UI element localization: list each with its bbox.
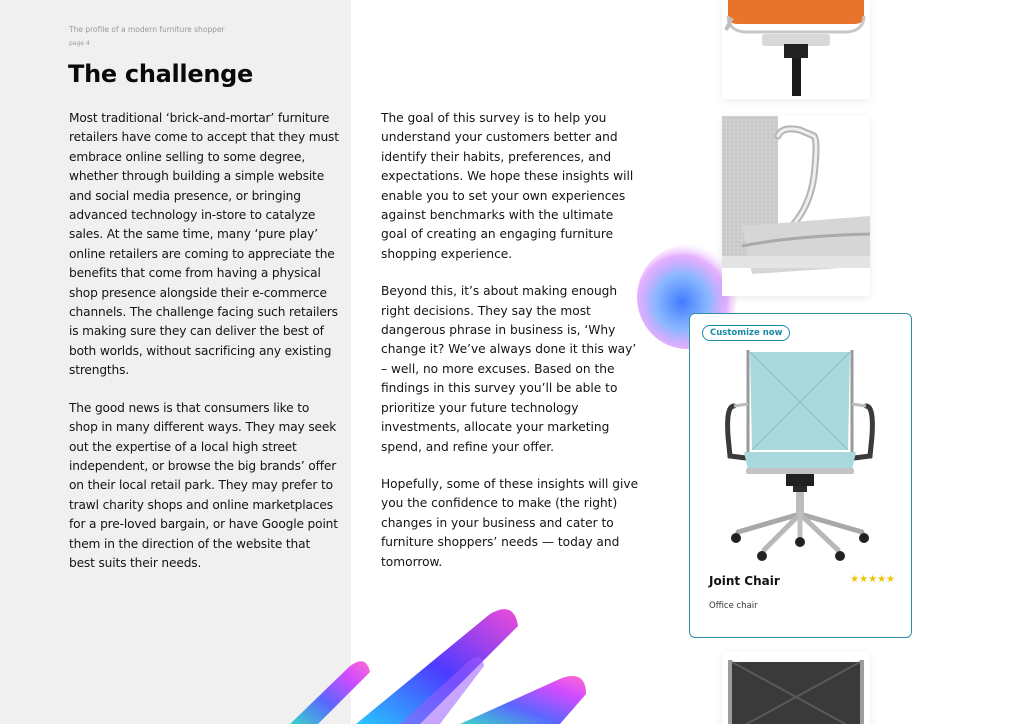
page-number: page 4 <box>69 40 90 47</box>
product-card[interactable] <box>689 313 912 638</box>
chair-photo-grey <box>722 116 870 296</box>
product-name: Joint Chair <box>709 574 780 588</box>
customize-now-button[interactable]: Customize now <box>702 325 790 341</box>
paragraph: Most traditional ‘brick-and-mortar’ furniture retailers have come to accept that they must embrace online selling to some degree, whether through building a simple website and social media presence, or bringing advanced technology in-store to catalyze sales. At the same time, many ‘pure play’ online retailers are coming to appreciate the benefits that come from having a physical shop presence alongside their e-commerce channels. The challenge facing such retailers is making sure they can deliver the best of both worlds, without sacrificing any existing strengths. <box>69 111 339 378</box>
chair-image-grey-mesh <box>722 116 870 296</box>
paragraph: Hopefully, some of these insights will give you the confidence to make (the right) changes in your business and cater to furniture shoppers’ needs — today and tomorrow. <box>381 476 639 569</box>
product-rating-stars: ★★★★★ <box>850 574 895 585</box>
office-chair-image <box>720 346 880 566</box>
gradient-streaks-decoration <box>270 600 600 724</box>
right-text-column <box>381 109 643 590</box>
chair-image-orange <box>722 0 870 99</box>
paragraph: The good news is that consumers like to shop in many different ways. They may seek out the expertise of a local high street independent, or browse the big brands’ offer on their local retail park. They may prefer to trawl charity shops and online marketplaces for a pre-loved bargain, or have Google point them in the direction of the website that best suits their needs. <box>69 400 338 570</box>
product-category: Office chair <box>709 601 758 611</box>
chair-photo-orange <box>722 0 870 99</box>
chair-photo-black <box>722 652 870 724</box>
paragraph: Beyond this, it’s about making enough right decisions. They say the most dangerous phrase in business is, ‘Why change it? We’ve always done it this way’ – well, no more excuses. Based on the findings in this survey you’ll be able to prioritize your future technology investments, allocate your marketing spend, and refine your offer. <box>381 284 637 454</box>
document-kicker: The profile of a modern furniture shopper <box>69 25 225 34</box>
page-title: The challenge <box>68 60 253 88</box>
left-text-column <box>69 109 339 591</box>
chair-image-black-mesh <box>722 652 870 724</box>
paragraph: The goal of this survey is to help you understand your customers better and identify their habits, preferences, and expectations. We hope these insights will enable you to set your own experiences against benchmarks with the ultimate goal of creating an engaging furniture shopping experience. <box>381 111 634 261</box>
